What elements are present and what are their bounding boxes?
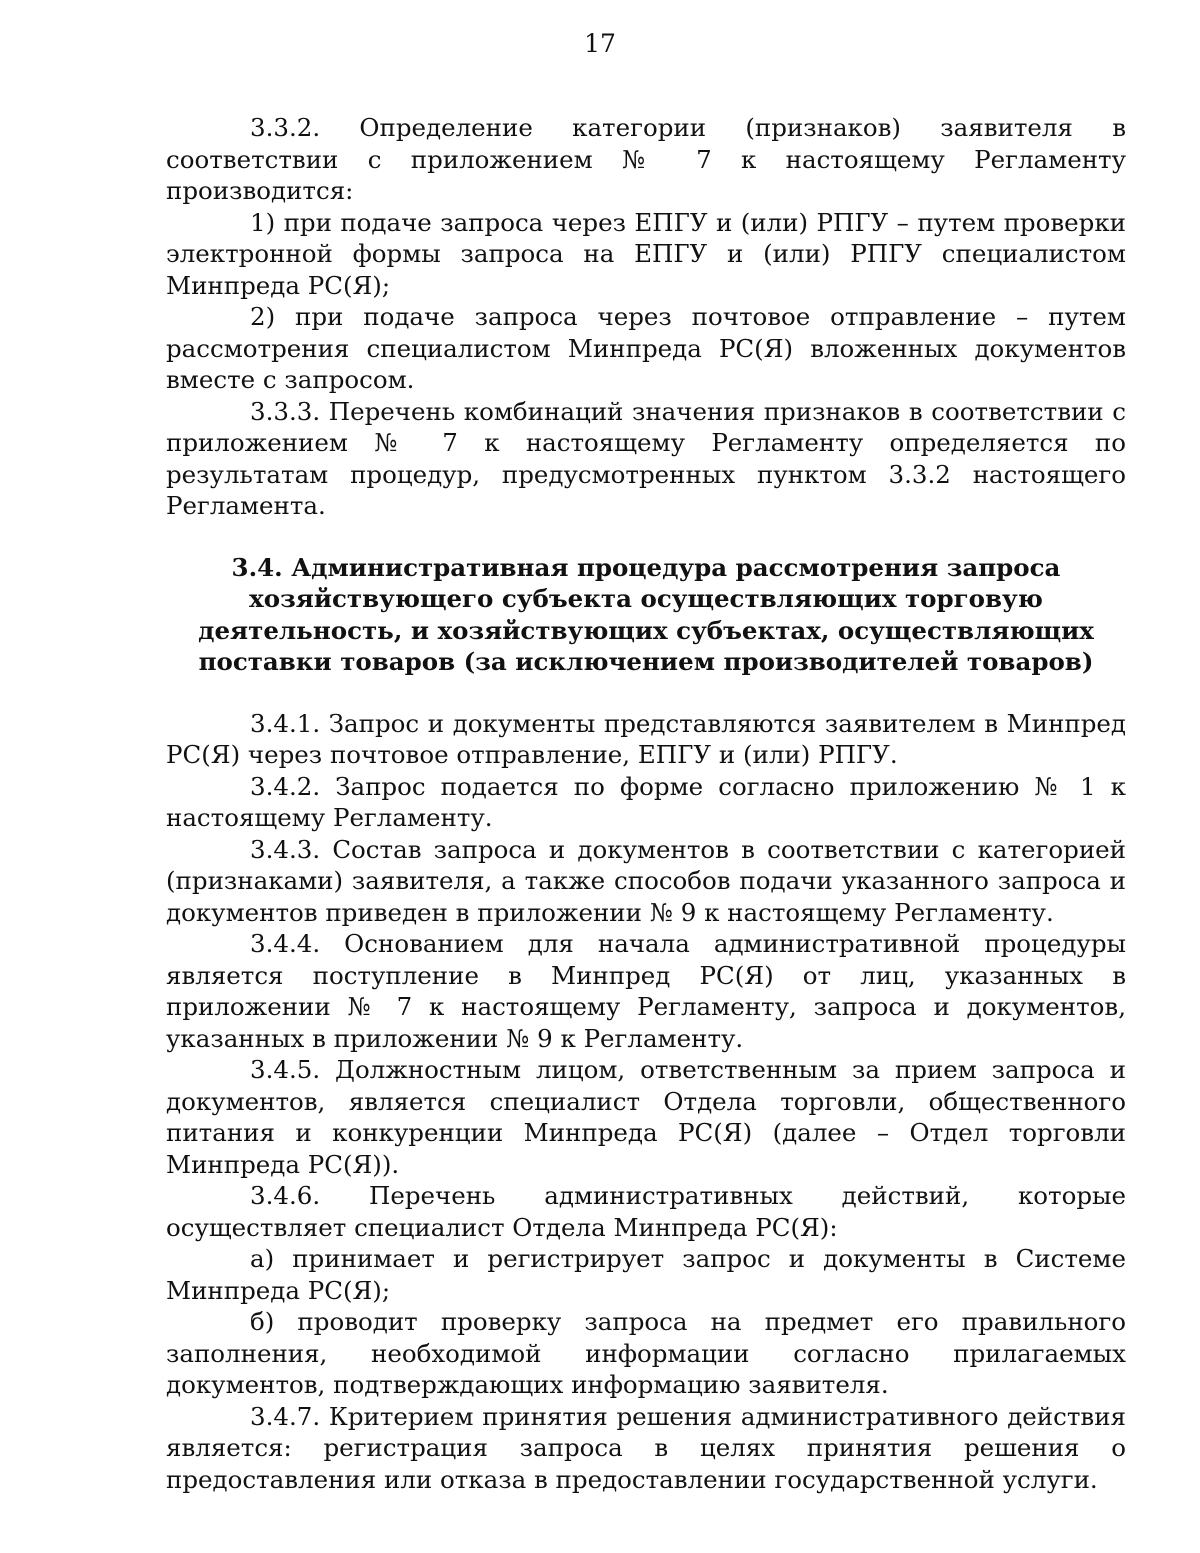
section-3-4-heading: 3.4. Административная процедура рассмотрения запроса хозяйствующего субъекта осуществляющих торговую деятельность, и хозяйствующих субъектах, осуществляющих поставки товаров (за исключением производителей товаров)	[198, 552, 1094, 676]
paragraph-3-4-1: 3.4.1. Запрос и документы представляются заявителем в Минпред РС(Я) через почтовое отправление, ЕПГУ и (или) РПГУ.	[166, 708, 1126, 769]
page-number: 17	[584, 29, 616, 58]
paragraph-3-4-6: 3.4.6. Перечень административных действий, которые осуществляет специалист Отдела Минпреда РС(Я):	[166, 1181, 1126, 1242]
section-3-4	[166, 708, 1126, 1496]
paragraph-3-4-4: 3.4.4. Основанием для начала административной процедуры является поступление в Минпред РС(Я) от лиц, указанных в приложении № 7 к настоящему Регламенту, запроса и документов, указанных в приложении № 9 к Регламенту.	[166, 929, 1126, 1053]
paragraph-3-3-3: 3.3.3. Перечень комбинаций значения признаков в соответствии с приложением № 7 к настоящему Регламенту определяется по результатам процедур, предусмотренных пунктом 3.3.2 настоящего Регламента.	[166, 396, 1126, 520]
paragraph-3-4-5: 3.4.5. Должностным лицом, ответственным за прием запроса и документов, является специалист Отдела торговли, общественного питания и конкуренции Минпреда РС(Я) (далее – Отдел торговли Минпреда РС(Я)).	[166, 1055, 1126, 1179]
paragraph-3-4-7: 3.4.7. Критерием принятия решения административного действия является: регистрация запроса в целях принятия решения о предоставления или отказа в предоставлении государственной услуги.	[166, 1401, 1126, 1494]
paragraph-3-4-6-item-a: а) принимает и регистрирует запрос и документы в Системе Минпреда РС(Я);	[166, 1244, 1126, 1305]
paragraph-3-4-6-item-b: б) проводит проверку запроса на предмет его правильного заполнения, необходимой информации согласно прилагаемых документов, подтверждающих информацию заявителя.	[166, 1307, 1126, 1399]
document-body	[166, 112, 1126, 1495]
paragraph-3-4-2: 3.4.2. Запрос подается по форме согласно приложению № 1 к настоящему Регламенту.	[166, 771, 1126, 832]
paragraph-3-3-2-item-2: 2) при подаче запроса через почтовое отправление – путем рассмотрения специалистом Минпреда РС(Я) вложенных документов вместе с запросом.	[166, 302, 1126, 394]
paragraph-3-4-3: 3.4.3. Состав запроса и документов в соответствии с категорией (признаками) заявителя, а также способов подачи указанного запроса и документов приведен в приложении № 9 к настоящему Регламенту.	[166, 834, 1126, 927]
section-3-3	[166, 112, 1126, 522]
paragraph-3-3-2-item-1: 1) при подаче запроса через ЕПГУ и (или) РПГУ – путем проверки электронной формы запроса на ЕПГУ и (или) РПГУ специалистом Минпреда РС(Я);	[166, 207, 1126, 300]
paragraph-3-3-2: 3.3.2. Определение категории (признаков) заявителя в соответствии с приложением № 7 к настоящему Регламенту производится:	[166, 113, 1126, 205]
